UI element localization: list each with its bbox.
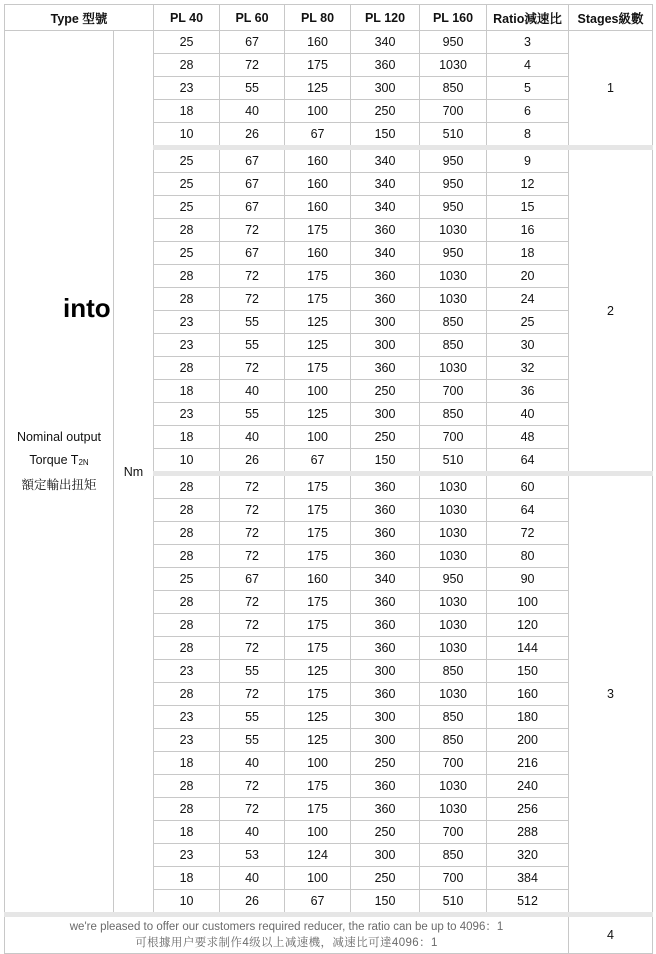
value-cell: 160 [285, 31, 351, 54]
value-cell: 160 [285, 196, 351, 219]
value-cell: 100 [285, 426, 351, 449]
value-cell: 175 [285, 591, 351, 614]
header-ratio: Ratio減速比 [487, 5, 569, 31]
value-cell: 175 [285, 54, 351, 77]
value-cell: 28 [154, 637, 220, 660]
value-cell: 950 [420, 196, 487, 219]
ratio-cell: 32 [487, 357, 569, 380]
value-cell: 850 [420, 77, 487, 100]
ratio-cell: 48 [487, 426, 569, 449]
value-cell: 700 [420, 100, 487, 123]
value-cell: 25 [154, 196, 220, 219]
stage-cell: 1 [569, 31, 653, 148]
ratio-cell: 72 [487, 522, 569, 545]
value-cell: 160 [285, 568, 351, 591]
value-cell: 28 [154, 499, 220, 522]
value-cell: 72 [220, 219, 285, 242]
ratio-cell: 3 [487, 31, 569, 54]
value-cell: 250 [351, 426, 420, 449]
value-cell: 850 [420, 403, 487, 426]
ratio-cell: 24 [487, 288, 569, 311]
value-cell: 1030 [420, 357, 487, 380]
value-cell: 125 [285, 77, 351, 100]
value-cell: 67 [220, 148, 285, 173]
value-cell: 72 [220, 683, 285, 706]
ratio-cell: 4 [487, 54, 569, 77]
value-cell: 1030 [420, 265, 487, 288]
note-chinese: 可根據用户要求制作4级以上减速機，减速比可達4096：1 [135, 937, 438, 949]
value-cell: 850 [420, 311, 487, 334]
value-cell: 55 [220, 729, 285, 752]
value-cell: 28 [154, 614, 220, 637]
header-pl80: PL 80 [285, 5, 351, 31]
value-cell: 26 [220, 123, 285, 148]
value-cell: 72 [220, 474, 285, 499]
value-cell: 1030 [420, 775, 487, 798]
desc-line-2-main: Torque T [29, 453, 79, 467]
value-cell: 23 [154, 334, 220, 357]
value-cell: 72 [220, 522, 285, 545]
value-cell: 67 [220, 242, 285, 265]
value-cell: 72 [220, 614, 285, 637]
header-pl120: PL 120 [351, 5, 420, 31]
value-cell: 125 [285, 729, 351, 752]
ratio-cell: 384 [487, 867, 569, 890]
value-cell: 55 [220, 334, 285, 357]
value-cell: 300 [351, 311, 420, 334]
value-cell: 55 [220, 77, 285, 100]
ratio-cell: 240 [487, 775, 569, 798]
value-cell: 700 [420, 821, 487, 844]
unit-cell: Nm [114, 31, 154, 915]
value-cell: 23 [154, 77, 220, 100]
overlay-text: into [63, 293, 111, 323]
value-cell: 55 [220, 311, 285, 334]
value-cell: 100 [285, 100, 351, 123]
header-pl60: PL 60 [220, 5, 285, 31]
value-cell: 1030 [420, 545, 487, 568]
value-cell: 1030 [420, 288, 487, 311]
value-cell: 950 [420, 31, 487, 54]
value-cell: 950 [420, 148, 487, 173]
ratio-cell: 9 [487, 148, 569, 173]
value-cell: 175 [285, 219, 351, 242]
value-cell: 67 [220, 173, 285, 196]
value-cell: 10 [154, 890, 220, 915]
value-cell: 340 [351, 148, 420, 173]
value-cell: 250 [351, 867, 420, 890]
value-cell: 18 [154, 867, 220, 890]
value-cell: 360 [351, 637, 420, 660]
value-cell: 23 [154, 706, 220, 729]
value-cell: 360 [351, 288, 420, 311]
value-cell: 23 [154, 311, 220, 334]
value-cell: 26 [220, 890, 285, 915]
value-cell: 72 [220, 798, 285, 821]
ratio-cell: 25 [487, 311, 569, 334]
stage-cell: 2 [569, 148, 653, 474]
value-cell: 300 [351, 706, 420, 729]
header-pl160: PL 160 [420, 5, 487, 31]
value-cell: 25 [154, 173, 220, 196]
ratio-cell: 40 [487, 403, 569, 426]
value-cell: 28 [154, 265, 220, 288]
value-cell: 360 [351, 499, 420, 522]
value-cell: 360 [351, 683, 420, 706]
value-cell: 72 [220, 265, 285, 288]
value-cell: 23 [154, 660, 220, 683]
value-cell: 23 [154, 844, 220, 867]
value-cell: 250 [351, 380, 420, 403]
value-cell: 23 [154, 729, 220, 752]
value-cell: 1030 [420, 614, 487, 637]
value-cell: 360 [351, 775, 420, 798]
value-cell: 1030 [420, 798, 487, 821]
value-cell: 950 [420, 173, 487, 196]
ratio-cell: 160 [487, 683, 569, 706]
value-cell: 53 [220, 844, 285, 867]
note-cell [5, 915, 569, 954]
desc-line-1: Nominal output [16, 430, 102, 444]
value-cell: 175 [285, 474, 351, 499]
value-cell: 72 [220, 775, 285, 798]
value-cell: 28 [154, 798, 220, 821]
value-cell: 360 [351, 545, 420, 568]
value-cell: 125 [285, 403, 351, 426]
value-cell: 67 [220, 196, 285, 219]
value-cell: 10 [154, 123, 220, 148]
value-cell: 150 [351, 890, 420, 915]
value-cell: 28 [154, 288, 220, 311]
value-cell: 360 [351, 265, 420, 288]
value-cell: 18 [154, 100, 220, 123]
value-cell: 1030 [420, 499, 487, 522]
ratio-cell: 512 [487, 890, 569, 915]
value-cell: 175 [285, 357, 351, 380]
value-cell: 55 [220, 706, 285, 729]
value-cell: 28 [154, 545, 220, 568]
value-cell: 850 [420, 334, 487, 357]
value-cell: 300 [351, 403, 420, 426]
desc-line-3: 額定輸出扭矩 [21, 478, 97, 492]
value-cell: 28 [154, 219, 220, 242]
value-cell: 510 [420, 123, 487, 148]
desc-line-2 [5, 449, 113, 474]
value-cell: 124 [285, 844, 351, 867]
ratio-cell: 150 [487, 660, 569, 683]
value-cell: 28 [154, 357, 220, 380]
value-cell: 340 [351, 568, 420, 591]
value-cell: 700 [420, 380, 487, 403]
value-cell: 340 [351, 196, 420, 219]
value-cell: 300 [351, 844, 420, 867]
value-cell: 175 [285, 683, 351, 706]
value-cell: 340 [351, 173, 420, 196]
value-cell: 250 [351, 821, 420, 844]
specification-table [4, 4, 653, 954]
value-cell: 40 [220, 821, 285, 844]
value-cell: 510 [420, 890, 487, 915]
value-cell: 25 [154, 568, 220, 591]
ratio-cell: 216 [487, 752, 569, 775]
stage-cell: 4 [569, 915, 653, 954]
ratio-cell: 15 [487, 196, 569, 219]
header-stages: Stages級數 [569, 5, 653, 31]
value-cell: 18 [154, 426, 220, 449]
value-cell: 1030 [420, 522, 487, 545]
ratio-cell: 144 [487, 637, 569, 660]
value-cell: 160 [285, 148, 351, 173]
value-cell: 100 [285, 821, 351, 844]
ratio-cell: 320 [487, 844, 569, 867]
note-english: we're pleased to offer our customers required reducer, the ratio can be up to 4096：1 [69, 921, 504, 933]
value-cell: 100 [285, 867, 351, 890]
ratio-cell: 12 [487, 173, 569, 196]
value-cell: 72 [220, 357, 285, 380]
value-cell: 160 [285, 173, 351, 196]
value-cell: 40 [220, 100, 285, 123]
stage-cell: 3 [569, 474, 653, 915]
value-cell: 850 [420, 706, 487, 729]
value-cell: 28 [154, 54, 220, 77]
value-cell: 700 [420, 426, 487, 449]
value-cell: 300 [351, 729, 420, 752]
ratio-cell: 288 [487, 821, 569, 844]
ratio-cell: 120 [487, 614, 569, 637]
value-cell: 67 [285, 890, 351, 915]
value-cell: 55 [220, 403, 285, 426]
value-cell: 1030 [420, 637, 487, 660]
value-cell: 55 [220, 660, 285, 683]
value-cell: 360 [351, 357, 420, 380]
header-type: Type 型號 [5, 5, 154, 31]
ratio-cell: 6 [487, 100, 569, 123]
value-cell: 40 [220, 380, 285, 403]
value-cell: 28 [154, 683, 220, 706]
ratio-cell: 8 [487, 123, 569, 148]
value-cell: 40 [220, 752, 285, 775]
value-cell: 300 [351, 77, 420, 100]
value-cell: 1030 [420, 474, 487, 499]
value-cell: 175 [285, 265, 351, 288]
value-cell: 40 [220, 426, 285, 449]
value-cell: 25 [154, 242, 220, 265]
value-cell: 700 [420, 867, 487, 890]
value-cell: 175 [285, 545, 351, 568]
value-cell: 360 [351, 591, 420, 614]
value-cell: 950 [420, 242, 487, 265]
ratio-cell: 90 [487, 568, 569, 591]
value-cell: 100 [285, 380, 351, 403]
value-cell: 175 [285, 499, 351, 522]
value-cell: 40 [220, 867, 285, 890]
note-row [5, 915, 653, 954]
ratio-cell: 80 [487, 545, 569, 568]
value-cell: 28 [154, 775, 220, 798]
value-cell: 175 [285, 288, 351, 311]
value-cell: 1030 [420, 54, 487, 77]
value-cell: 175 [285, 775, 351, 798]
ratio-cell: 256 [487, 798, 569, 821]
ratio-cell: 30 [487, 334, 569, 357]
value-cell: 67 [285, 123, 351, 148]
ratio-cell: 60 [487, 474, 569, 499]
value-cell: 360 [351, 219, 420, 242]
ratio-cell: 100 [487, 591, 569, 614]
value-cell: 360 [351, 474, 420, 499]
value-cell: 175 [285, 522, 351, 545]
value-cell: 1030 [420, 591, 487, 614]
value-cell: 72 [220, 637, 285, 660]
value-cell: 700 [420, 752, 487, 775]
value-cell: 850 [420, 660, 487, 683]
value-cell: 28 [154, 522, 220, 545]
value-cell: 250 [351, 752, 420, 775]
value-cell: 850 [420, 844, 487, 867]
value-cell: 850 [420, 729, 487, 752]
ratio-cell: 64 [487, 449, 569, 474]
value-cell: 360 [351, 798, 420, 821]
ratio-cell: 64 [487, 499, 569, 522]
value-cell: 1030 [420, 683, 487, 706]
value-cell: 150 [351, 449, 420, 474]
value-cell: 25 [154, 31, 220, 54]
value-cell: 300 [351, 660, 420, 683]
value-cell: 23 [154, 403, 220, 426]
ratio-cell: 5 [487, 77, 569, 100]
value-cell: 360 [351, 614, 420, 637]
ratio-cell: 200 [487, 729, 569, 752]
header-pl40: PL 40 [154, 5, 220, 31]
value-cell: 150 [351, 123, 420, 148]
header-row [5, 5, 653, 31]
value-cell: 25 [154, 148, 220, 173]
type-description-cell [5, 31, 114, 915]
value-cell: 125 [285, 334, 351, 357]
ratio-cell: 36 [487, 380, 569, 403]
value-cell: 125 [285, 660, 351, 683]
value-cell: 18 [154, 380, 220, 403]
value-cell: 72 [220, 54, 285, 77]
desc-line-2-sub: 2N [78, 458, 89, 467]
value-cell: 18 [154, 752, 220, 775]
value-cell: 360 [351, 54, 420, 77]
value-cell: 125 [285, 311, 351, 334]
value-cell: 67 [220, 31, 285, 54]
value-cell: 72 [220, 545, 285, 568]
value-cell: 10 [154, 449, 220, 474]
value-cell: 160 [285, 242, 351, 265]
ratio-cell: 20 [487, 265, 569, 288]
ratio-cell: 16 [487, 219, 569, 242]
value-cell: 18 [154, 821, 220, 844]
value-cell: 300 [351, 334, 420, 357]
value-cell: 175 [285, 637, 351, 660]
value-cell: 72 [220, 499, 285, 522]
ratio-cell: 18 [487, 242, 569, 265]
value-cell: 28 [154, 591, 220, 614]
value-cell: 1030 [420, 219, 487, 242]
value-cell: 950 [420, 568, 487, 591]
value-cell: 510 [420, 449, 487, 474]
value-cell: 100 [285, 752, 351, 775]
table-row [5, 31, 653, 54]
value-cell: 72 [220, 591, 285, 614]
value-cell: 340 [351, 242, 420, 265]
value-cell: 250 [351, 100, 420, 123]
value-cell: 67 [285, 449, 351, 474]
value-cell: 72 [220, 288, 285, 311]
table-body [5, 31, 653, 954]
value-cell: 340 [351, 31, 420, 54]
value-cell: 67 [220, 568, 285, 591]
value-cell: 360 [351, 522, 420, 545]
ratio-cell: 180 [487, 706, 569, 729]
value-cell: 175 [285, 614, 351, 637]
value-cell: 175 [285, 798, 351, 821]
value-cell: 125 [285, 706, 351, 729]
value-cell: 26 [220, 449, 285, 474]
value-cell: 28 [154, 474, 220, 499]
